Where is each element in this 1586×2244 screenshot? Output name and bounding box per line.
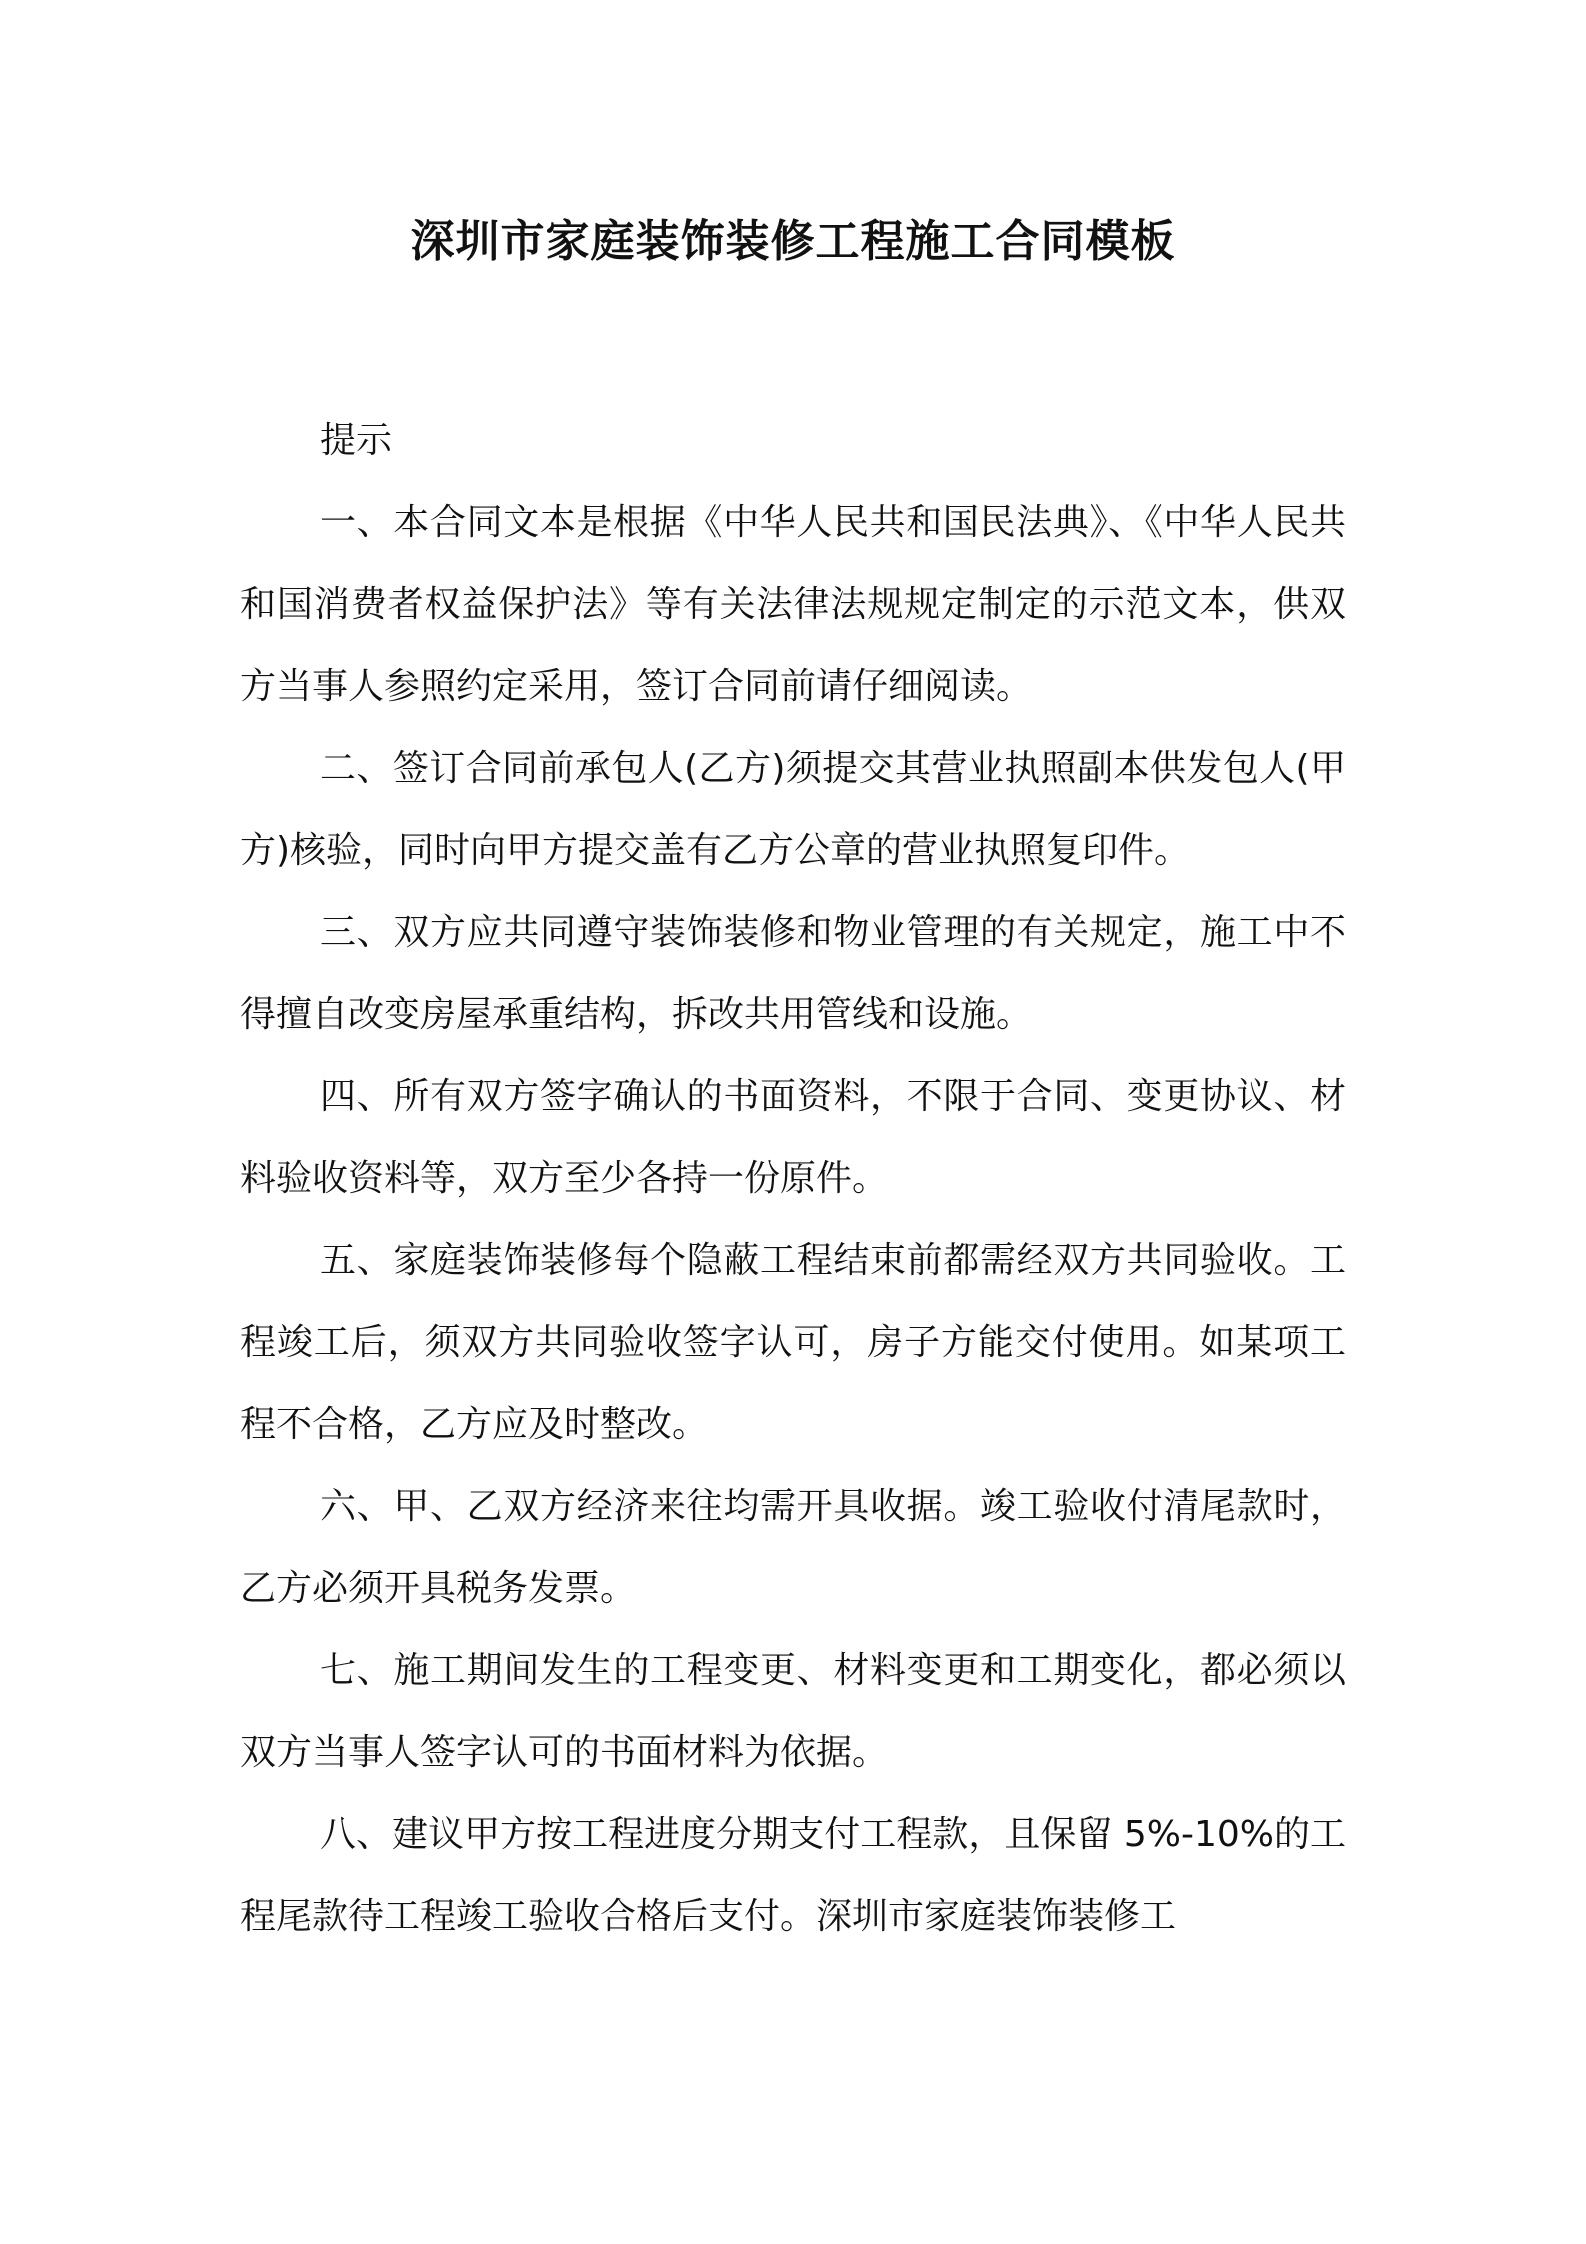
- paragraph-2: 二、签订合同前承包人(乙方)须提交其营业执照副本供发包人(甲方)核验，同时向甲方提交盖有乙方公章的营业执照复印件。: [240, 748, 1346, 871]
- document-title: 深圳市家庭装饰装修工程施工合同模板: [410, 216, 1176, 267]
- hint-label: 提示: [320, 420, 393, 461]
- paragraph-1: 一、本合同文本是根据《中华人民共和国民法典》、《中华人民共和国消费者权益保护法》等有关法律法规规定制定的示范文本，供双方当事人参照约定采用，签订合同前请仔细阅读。: [240, 502, 1346, 707]
- paragraph-7: 七、施工期间发生的工程变更、材料变更和工期变化，都必须以双方当事人签字认可的书面材料为依据。: [240, 1650, 1346, 1773]
- paragraph-4: 四、所有双方签字确认的书面资料，不限于合同、变更协议、材料验收资料等，双方至少各持一份原件。: [240, 1076, 1346, 1199]
- paragraph-8: 八、建议甲方按工程进度分期支付工程款，且保留 5%-10%的工程尾款待工程竣工验收合格后支付。深圳市家庭装饰装修工: [240, 1814, 1346, 1937]
- paragraph-6: 六、甲、乙双方经济来往均需开具收据。竣工验收付清尾款时，乙方必须开具税务发票。: [240, 1486, 1346, 1609]
- paragraph-5: 五、家庭装饰装修每个隐蔽工程结束前都需经双方共同验收。工程竣工后，须双方共同验收签字认可，房子方能交付使用。如某项工程不合格，乙方应及时整改。: [240, 1240, 1346, 1445]
- document-body: [240, 400, 1346, 1958]
- paragraph-3: 三、双方应共同遵守装饰装修和物业管理的有关规定，施工中不得擅自改变房屋承重结构，拆改共用管线和设施。: [240, 912, 1346, 1035]
